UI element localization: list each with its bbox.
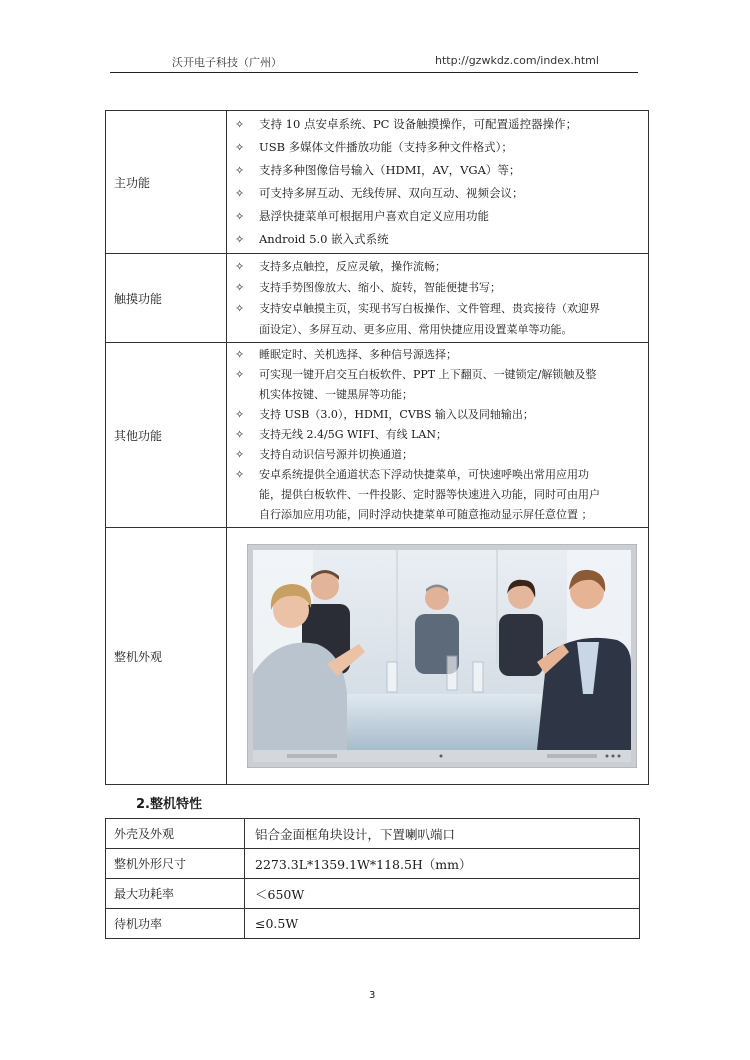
feature-label: 最大功耗率	[106, 879, 245, 909]
list-item: ✧ 支持多种图像信号输入（HDMI，AV，VGA）等；	[235, 159, 642, 182]
table-row	[106, 849, 640, 879]
table-row	[106, 819, 640, 849]
diamond-bullet-icon: ✧	[235, 302, 245, 315]
header-rule	[110, 72, 638, 73]
product-photo	[247, 544, 637, 768]
list-item-continuation: 自行添加应用功能，同时浮动快捷菜单可随意拖动显示屏任意位置 ；	[259, 508, 593, 521]
list-item-continuation: 机实体按键、一键黑屏等功能；	[259, 388, 413, 401]
diamond-bullet-icon: ✧	[235, 233, 245, 246]
diamond-bullet-icon: ✧	[235, 448, 245, 461]
list-item: ✧ 支持手势图像放大、缩小、旋转，智能便捷书写；	[235, 277, 642, 298]
diamond-bullet-icon: ✧	[235, 408, 245, 421]
row-appearance	[106, 528, 649, 785]
interactive-display-image	[247, 544, 637, 768]
feature-value: ≤0.5W	[245, 909, 640, 939]
list-item: ✧ 可实现一键开启交互白板软件、PPT 上下翻页、一键锁定/解锁触及整	[235, 365, 642, 385]
diamond-bullet-icon: ✧	[235, 118, 245, 131]
features-table	[105, 818, 640, 939]
diamond-bullet-icon: ✧	[235, 141, 245, 154]
label-other-functions: 其他功能	[106, 343, 227, 528]
diamond-bullet-icon: ✧	[235, 468, 245, 481]
row-touch-functions	[106, 254, 649, 343]
list-item: ✧ Android 5.0 嵌入式系统	[235, 228, 642, 251]
diamond-bullet-icon: ✧	[235, 260, 245, 273]
list-item: ✧ 悬浮快捷菜单可根据用户喜欢自定义应用功能	[235, 205, 642, 228]
list-item: ✧ USB 多媒体文件播放功能（支持多种文件格式）；	[235, 136, 642, 159]
table-row	[106, 909, 640, 939]
spec-table	[105, 110, 649, 785]
list-item: ✧ 支持自动识信号源并切换通道；	[235, 445, 642, 465]
section-title: 2.整机特性	[136, 797, 202, 812]
page-number: 3	[369, 990, 376, 1001]
diamond-bullet-icon: ✧	[235, 348, 245, 361]
diamond-bullet-icon: ✧	[235, 164, 245, 177]
list-main-functions	[235, 113, 642, 251]
table-row	[106, 879, 640, 909]
list-item: ✧ 支持多点触控，反应灵敏，操作流畅；	[235, 256, 642, 277]
feature-value: 2273.3L*1359.1W*118.5H（mm）	[245, 849, 640, 879]
feature-label: 整机外形尺寸	[106, 849, 245, 879]
list-item: ✧ 可支持多屏互动、无线传屏、双向互动、视频会议；	[235, 182, 642, 205]
diamond-bullet-icon: ✧	[235, 210, 245, 223]
list-item: ✧ 支持无线 2.4/5G WIFI、有线 LAN；	[235, 425, 642, 445]
feature-label: 待机功率	[106, 909, 245, 939]
diamond-bullet-icon: ✧	[235, 368, 245, 381]
feature-value: ＜650W	[245, 879, 640, 909]
speaker-grille-right	[547, 754, 597, 758]
label-main-functions: 主功能	[106, 111, 227, 254]
list-item: ✧ 支持 10 点安卓系统、PC 设备触摸操作，可配置遥控器操作；	[235, 113, 642, 136]
list-item-continuation: 面设定）、多屏互动、更多应用、常用快捷应用设置菜单等功能。	[259, 323, 573, 336]
label-touch-functions: 触摸功能	[106, 254, 227, 343]
list-item: ✧ 支持安卓触摸主页，实现书写白板操作、文件管理、贵宾接待（欢迎界	[235, 298, 642, 319]
list-item: ✧ 睡眠定时、关机选择、多种信号源选择；	[235, 345, 642, 365]
list-item: ✧ 安卓系统提供全通道状态下浮动快捷菜单，可快速呼唤出常用应用功	[235, 465, 642, 485]
list-touch-functions	[235, 256, 642, 340]
company-name: 沃开电子科技（广州）	[172, 56, 282, 69]
page-header	[110, 54, 638, 72]
diamond-bullet-icon: ✧	[235, 428, 245, 441]
feature-label: 外壳及外观	[106, 819, 245, 849]
label-appearance: 整机外观	[106, 528, 227, 785]
diamond-bullet-icon: ✧	[235, 187, 245, 200]
list-item-continuation: 能，提供白板软件、一件投影、定时器等快速进入功能，同时可由用户	[259, 488, 600, 501]
row-other-functions	[106, 343, 649, 528]
speaker-grille-left	[287, 754, 337, 758]
company-url: http://gzwkdz.com/index.html	[435, 54, 599, 67]
list-other-functions	[235, 345, 642, 525]
feature-value: 铝合金面框角块设计，下置喇叭端口	[245, 819, 640, 849]
diamond-bullet-icon: ✧	[235, 281, 245, 294]
list-item: ✧ 支持 USB（3.0），HDMI，CVBS 输入以及同轴输出；	[235, 405, 642, 425]
row-main-functions	[106, 111, 649, 254]
